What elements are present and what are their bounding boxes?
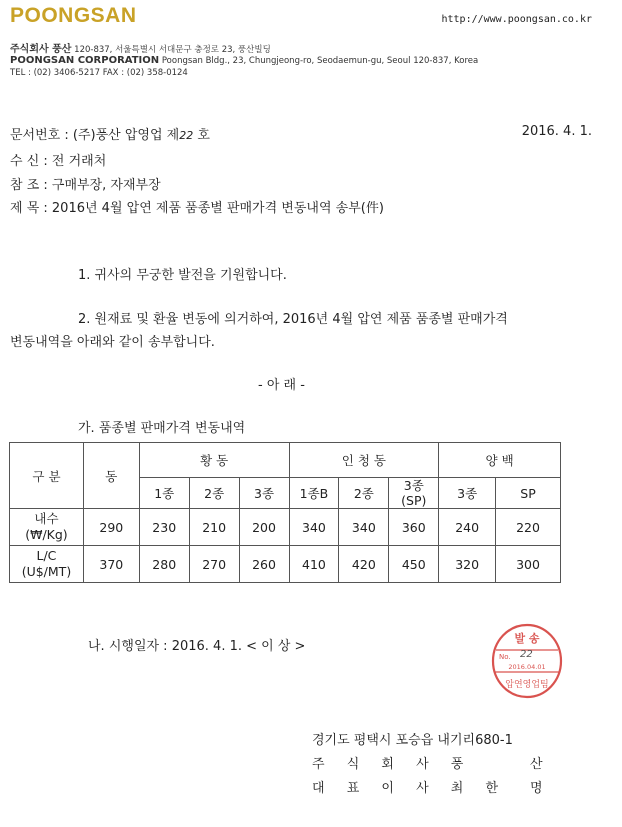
subheader-cell: SP [496,478,561,509]
header-category: 구 분 [10,443,84,509]
subject-line [10,197,384,216]
footer-company-last-char: 산 [530,757,543,772]
subheader-cell: 1종B [289,478,339,509]
header-copper: 동 [83,443,139,509]
doc-number-line [10,124,210,143]
price-cell: 230 [139,509,189,546]
doc-number-value: (주)풍산 압영업 제 [72,128,180,143]
en-company-name: POONGSAN CORPORATION [10,55,160,66]
recipient-value: 전 거래처 [51,154,107,169]
doc-number-handwritten: 22 [179,129,194,142]
price-cell: 340 [339,509,389,546]
en-address: Poongsan Bldg., 23, Chungjeong-ro, Seodaemun-gu, Seoul 120-837, Korea [161,56,479,66]
below-heading: - 아 래 - [258,378,305,393]
en-address-line [10,55,478,66]
price-cell: 360 [389,509,439,546]
price-cell: 240 [439,509,496,546]
stamp-date: 2016.04.01 [508,663,546,671]
doc-date: 2016. 4. 1. [521,124,592,139]
row-label-line1: 내수 [34,511,59,526]
row-label-line1: L/C [36,548,57,563]
price-cell: 410 [289,546,339,583]
footer-address: 경기도 평택시 포승읍 내기리680-1 [312,733,513,748]
kr-address-line [10,40,271,55]
stamp-department: 압연영업팀 [505,680,549,690]
price-cell: 260 [239,546,289,583]
kr-company-name: 주식회사 풍산 [10,44,72,55]
footer-ceo: 대 표 이 사 최 한 [312,781,508,796]
recipient-label: 수 신 : [10,154,48,169]
recipient-line [10,150,106,169]
subheader-cell: 2종 [189,478,239,509]
footer-company: 주 식 회 사 풍 [312,757,473,772]
price-cell: 220 [496,509,561,546]
price-table [9,442,561,583]
doc-number-label: 문서번호 : [10,128,69,143]
reference-line [10,174,161,193]
price-cell: 340 [289,509,339,546]
contact-line: TEL : (02) 3406-5217 FAX : (02) 358-0124 [10,68,188,78]
subject-value: 2016년 4월 압연 제품 품종별 판매가격 변동내역 송부(件) [51,201,384,216]
price-cell: 450 [389,546,439,583]
subheader-cell: 3종 [239,478,289,509]
reference-label: 참 조 : [10,178,48,193]
price-cell: 280 [139,546,189,583]
price-cell: 420 [339,546,389,583]
kr-address: 120-837, 서울특별시 서대문구 충정로 23, 풍산빌딩 [74,45,271,55]
row-label-line2: (U$/MT) [21,564,72,579]
stamp-no-label: No. [499,653,511,661]
header-brass: 황 동 [139,443,289,478]
company-logo: POONGSAN [10,4,137,27]
paragraph-2-line2: 변동내역을 아래와 같이 송부합니다. [10,335,215,350]
price-cell: 320 [439,546,496,583]
subheader-cell: 2종 [339,478,389,509]
price-cell: 300 [496,546,561,583]
row-label-domestic [10,509,84,546]
row-label-line2: (₩/Kg) [25,527,68,542]
reference-value: 구매부장, 자재부장 [51,178,161,193]
website-url[interactable]: http://www.poongsan.co.kr [441,14,592,25]
section-na-effective-date: 나. 시행일자 : 2016. 4. 1. < 이 상 > [88,639,306,654]
paragraph-2-line1: 2. 원재료 및 환율 변동에 의거하여, 2016년 4월 압연 제품 품종별 판매가격 [78,312,508,327]
paragraph-1: 1. 귀사의 무궁한 발전을 기원합니다. [78,268,287,283]
doc-number-suffix: 호 [197,128,210,143]
price-cell: 210 [189,509,239,546]
header-phosphor-bronze: 인 청 동 [289,443,439,478]
stamp-title: 발 송 [514,632,540,645]
row-label-lc [10,546,84,583]
header-nickel-silver: 양 백 [439,443,561,478]
subheader-cell: 1종 [139,478,189,509]
price-cell: 200 [239,509,289,546]
footer-ceo-last-char: 명 [530,781,543,796]
subject-label: 제 목 : [10,201,48,216]
price-cell: 290 [83,509,139,546]
subheader-cell: 3종 (SP) [389,478,439,509]
subheader-cell: 3종 [439,478,496,509]
section-ga-heading: 가. 품종별 판매가격 변동내역 [78,421,246,436]
dispatch-stamp [490,622,564,700]
stamp-no-value: 22 [520,649,533,660]
price-cell: 270 [189,546,239,583]
price-cell: 370 [83,546,139,583]
